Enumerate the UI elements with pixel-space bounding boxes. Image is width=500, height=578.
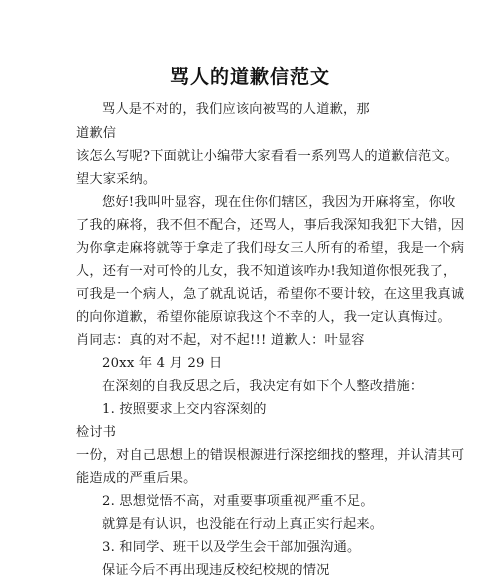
signature-line: 肖同志：真的对不起，对不起!!! 道歉人：叶显容 xyxy=(76,333,365,348)
paragraph-line: 为你拿走麻将就等于拿走了我们母女三人所有的希望，我是一个病 xyxy=(76,241,465,256)
paragraph-line: 能造成的严重后果。 xyxy=(76,471,197,486)
list-item: 2. 思想觉悟不高，对重要事项重视严重不足。 xyxy=(102,494,374,509)
paragraph-line: 的向你道歉，希望你能原谅我这个不幸的人，我一定认真悔过。 xyxy=(76,310,451,325)
paragraph-line: 该怎么写呢?下面就让小编带大家看看一系列骂人的道歉信范文。 xyxy=(76,149,459,164)
paragraph-line: 可我是一个病人，急了就乱说话，希望你不要计较，在这里我真诚 xyxy=(76,287,465,302)
paragraph-line: 了我的麻将，我不但不配合，还骂人，事后我深知我犯下大错，因 xyxy=(76,218,465,233)
paragraph-line: 道歉信 xyxy=(76,126,117,141)
paragraph-line: 检讨书 xyxy=(76,425,117,440)
paragraph-line: 骂人是不对的，我们应该向被骂的人道歉，那 xyxy=(102,102,370,117)
paragraph-line: 在深刻的自我反思之后，我决定有如下个人整改措施： xyxy=(102,379,424,394)
list-item: 3. 和同学、班干以及学生会干部加强沟通。 xyxy=(102,540,361,555)
paragraph-line: 您好!我叫叶显容，现在住你们辖区，我因为开麻将室，你收 xyxy=(102,195,456,210)
date-line: 20xx 年 4 月 29 日 xyxy=(102,356,223,371)
paragraph-line: 就算是有认识，也没能在行动上真正实行起来。 xyxy=(102,517,384,532)
paragraph-line: 一份，对自己思想上的错误根源进行深挖细找的整理，并认清其可 xyxy=(76,448,465,463)
paragraph-line: 望大家采纳。 xyxy=(76,172,157,187)
document-title: 骂人的道歉信范文 xyxy=(169,66,330,88)
paragraph-line: 保证今后不再出现违反校纪校规的情况 xyxy=(102,563,330,578)
list-item: 1. 按照要求上交内容深刻的 xyxy=(102,402,267,417)
paragraph-line: 人，还有一对可怜的儿女，我不知道该咋办!我知道你恨死我了， xyxy=(76,264,457,279)
